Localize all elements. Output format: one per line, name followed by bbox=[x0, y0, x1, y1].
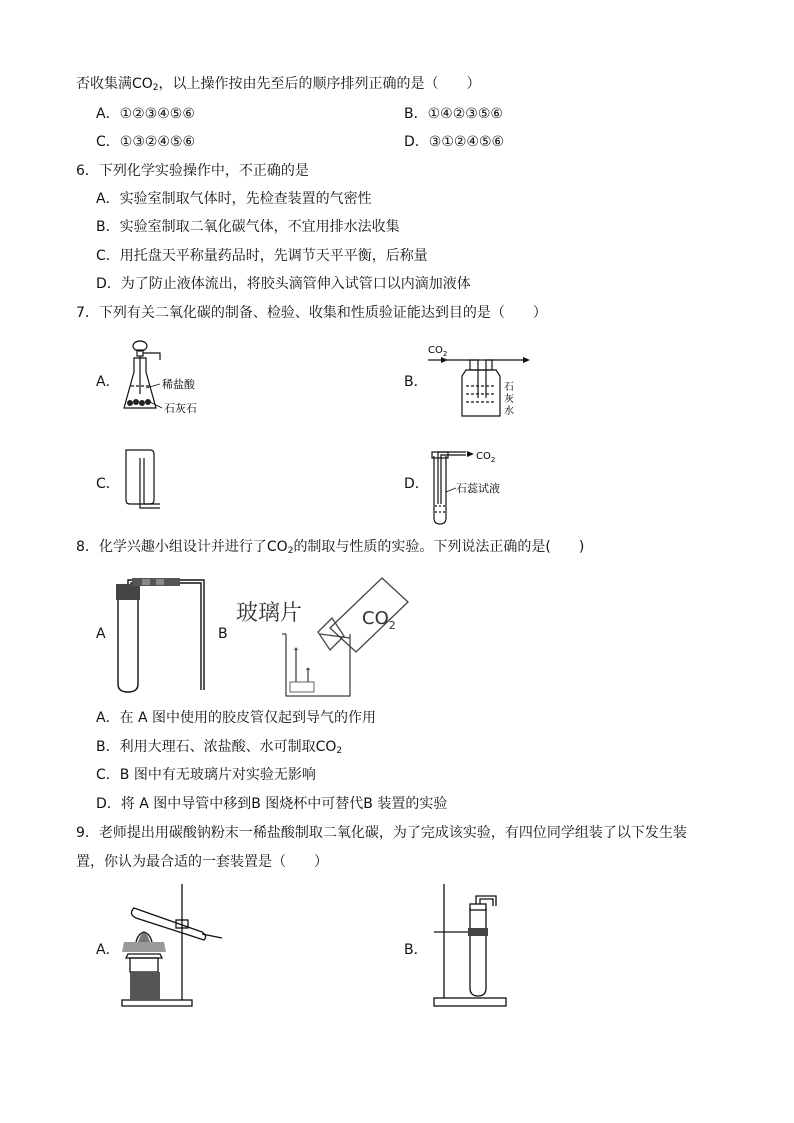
q5-option-b[interactable] bbox=[404, 104, 503, 124]
q5-option-d-letter: D． bbox=[404, 134, 429, 150]
q8-option-c[interactable]: C．B 图中有无玻璃片对实验无影响 bbox=[96, 767, 316, 783]
q7-option-b-letter[interactable]: B． bbox=[404, 374, 428, 390]
q7-a-acid-label: 稀盐酸 bbox=[162, 378, 195, 391]
q8-option-b-sub: 2 bbox=[336, 746, 343, 756]
q9-option-b-letter[interactable]: B． bbox=[404, 942, 428, 958]
q6-option-d[interactable]: D．为了防止液体流出，将胶头滴管伸入试管口以内滴加液体 bbox=[96, 276, 471, 292]
q8-stem-part-b: 的制取与性质的实验。下列说法正确的是( ) bbox=[293, 539, 585, 555]
q6-option-a[interactable]: A．实验室制取气体时，先检查装置的气密性 bbox=[96, 191, 372, 207]
q9-figure-b bbox=[432, 880, 522, 1010]
q5-option-c-text: ①③②④⑤⑥ bbox=[119, 134, 196, 150]
q7-b-side-2: 灰 bbox=[504, 394, 514, 405]
q5-option-d[interactable] bbox=[404, 132, 504, 152]
q8-option-b[interactable] bbox=[96, 737, 342, 757]
q8-b-plate-label: 玻璃片 bbox=[236, 601, 303, 626]
q5-stem-sub: 2 bbox=[152, 83, 159, 93]
q8-stem-sub: 2 bbox=[287, 546, 294, 556]
q7-a-limestone-label: 石灰石 bbox=[164, 402, 197, 415]
q8-b-gas-label: $CO_2$ bbox=[362, 608, 396, 632]
q9-stem-line-2: 置，你认为最合适的一套装置是（ ） bbox=[76, 854, 328, 870]
q5-stem-part-a: 否收集满CO bbox=[76, 76, 153, 92]
q8-stem-part-a: 8．化学兴趣小组设计并进行了CO bbox=[76, 539, 288, 555]
q7-figure-c bbox=[118, 446, 178, 526]
q5-option-b-text: ①④②③⑤⑥ bbox=[427, 106, 503, 122]
q8-figure-a-letter[interactable]: A bbox=[96, 626, 106, 642]
q7-option-a-letter[interactable]: A． bbox=[96, 374, 120, 390]
q7-b-side-1: 石 bbox=[504, 382, 514, 393]
q7-b-gas-label: $CO_2$ bbox=[428, 345, 448, 358]
q7-figure-a bbox=[118, 336, 218, 422]
q9-option-a-letter[interactable]: A． bbox=[96, 942, 120, 958]
q5-option-c-letter: C． bbox=[96, 134, 120, 150]
q5-option-b-letter: B． bbox=[404, 106, 428, 122]
q7-b-side-3: 水 bbox=[504, 406, 514, 417]
q5-stem-part-b: ，以上操作按由先至后的顺序排列正确的是（ ） bbox=[158, 76, 481, 92]
q8-option-a[interactable]: A．在 A 图中使用的胶皮管仅起到导气的作用 bbox=[96, 710, 377, 726]
q7-stem: 7．下列有关二氧化碳的制备、检验、收集和性质验证能达到目的是（ ） bbox=[76, 305, 547, 321]
q5-option-d-text: ③①②④⑤⑥ bbox=[428, 134, 505, 150]
q8-figure-b bbox=[232, 574, 412, 702]
q6-option-b[interactable]: B．实验室制取二氧化碳气体，不宜用排水法收集 bbox=[96, 219, 400, 235]
q8-figure-b-letter[interactable]: B bbox=[218, 626, 228, 642]
q7-d-gas-label: $CO_2$ bbox=[476, 451, 496, 464]
q8-figure-a bbox=[112, 570, 212, 696]
q8-stem bbox=[76, 537, 584, 557]
q5-stem-tail bbox=[76, 74, 481, 94]
q9-stem-line-1: 9．老师提出用碳酸钠粉末一稀盐酸制取二氧化碳，为了完成该实验，有四位同学组装了以下发生装 bbox=[76, 825, 687, 841]
q5-option-c[interactable] bbox=[96, 132, 195, 152]
q7-figure-b bbox=[426, 340, 536, 420]
q7-option-c-letter[interactable]: C． bbox=[96, 476, 120, 492]
q5-option-a[interactable] bbox=[96, 104, 195, 124]
q8-option-b-text: B．利用大理石、浓盐酸、水可制取CO bbox=[96, 739, 337, 755]
q7-d-litmus-label: 石蕊试液 bbox=[456, 482, 500, 495]
q6-option-c[interactable]: C．用托盘天平称量药品时，先调节天平平衡，后称量 bbox=[96, 248, 428, 264]
q6-stem: 6．下列化学实验操作中，不正确的是 bbox=[76, 163, 309, 179]
q5-option-a-letter: A． bbox=[96, 106, 120, 122]
q5-option-a-text: ①②③④⑤⑥ bbox=[119, 106, 195, 122]
q7-figure-d bbox=[426, 444, 536, 528]
q7-option-d-letter[interactable]: D． bbox=[404, 476, 429, 492]
q8-option-d[interactable]: D．将 A 图中导管中移到B 图烧杯中可替代B 装置的实验 bbox=[96, 796, 448, 812]
q9-figure-a bbox=[118, 880, 238, 1008]
